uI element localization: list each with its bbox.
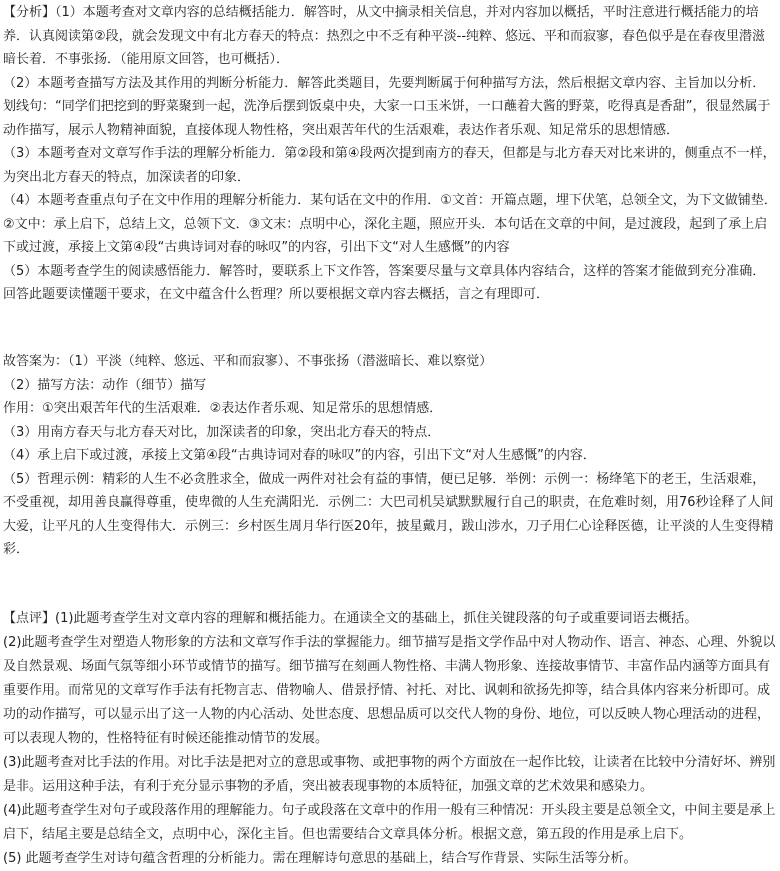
analysis-paragraph-4: （4）本题考查重点句子在文中作用的理解分析能力．某句话在文中的作用．①文首：开篇点题，埋下伏笔，总领全文，为下文做铺垫．②文中：承上启下，总结上文，总领下文．③文末：点明中心，深化主题，照应开头．本句话在文章的中间，是过渡段，起到了承上启下或过渡，承接上文第④段“古典诗词对春的咏叹”的内容，引出下文“对人生感慨”的内容 (3, 193, 777, 255)
answer-paragraph-2: （2）描写方法：动作（细节）描写 (3, 377, 207, 393)
answer-paragraph-1: 故答案为：（1）平淡（纯粹、悠远、平和而寂寥）、不事张扬（潜滋暗长、难以察觉） (3, 354, 493, 369)
comment-section (3, 607, 777, 871)
analysis-paragraph-2: （2）本题考查描写方法及其作用的判断分析能力．解答此类题目，先要判断属于何种描写方法，然后根据文章内容、主旨加以分析．划线句：“同学们把挖到的野菜聚到一起，洗净后摆到饭桌中央，大家一口玉米饼，一口蘸着大酱的野菜，吃得真是香甜”，很显然属于动作描写，展示人物精神面貌，直接体现人物性格，突出艰苦年代的生活艰难，表达作者乐观、知足常乐的思想情感． (3, 75, 771, 138)
answer-paragraph-3: 作用：①突出艰苦年代的生活艰难．②表达作者乐观、知足常乐的思想情感． (3, 401, 443, 416)
answer-paragraph-6: （5）哲理示例：精彩的人生不必贪胜求全，做成一两件对社会有益的事情，便已足够．举例：示例一：杨绛笔下的老王，生活艰难，不受重视，却用善良赢得尊重，使卑微的人生充满阳光．示例二：大巴司机吴斌默默履行自己的职责，在危难时刻，用76秒诠释了人间大爱，让平凡的人生变得伟大．示例三：乡村医生周月华行医20年，披星戴月，跋山涉水，刀子用仁心诠释医德，让平淡的人生变得精彩． (3, 471, 774, 557)
comment-paragraph-5: (5) 此题考查学生对诗句蕴含哲理的分析能力。需在理解诗句意思的基础上，结合写作背景、实际生活等分析。 (3, 851, 637, 866)
analysis-section (3, 1, 777, 307)
answer-paragraph-4: （3）用南方春天与北方春天对比，加深读者的印象，突出北方春天的特点． (3, 424, 441, 440)
analysis-paragraph-5: （5）本题考查学生的阅读感悟能力．解答时，要联系上下文作答，答案要尽量与文章具体内容结合，这样的答案才能做到充分准确．回答此题要读懂题干要求，在文中蕴含什么哲理？所以要根据文章内容去概括，言之有理即可． (3, 263, 766, 302)
comment-paragraph-3: (3)此题考查对比手法的作用。对比手法是把对立的意思或事物、或把事物的两个方面放在一起作比较，让读者在比较中分清好坏、辨别是非。运用这种手法，有利于充分显示事物的矛盾，突出被表现事物的本质特征，加强文章的艺术效果和感染力。 (3, 755, 776, 794)
comment-paragraph-1: 【点评】(1)此题考查学生对文章内容的理解和概括能力。在通读全文的基础上，抓住关键段落的句子或重要词语去概括。 (3, 611, 698, 626)
comment-paragraph-2: (2)此题考查学生对塑造人物形象的方法和文章写作手法的掌握能力。细节描写是指文学作品中对人物动作、语言、神态、心理、外貌以及自然景观、场面气氛等细小环节或情节的描写。细节描写在刻画人物性格、丰满人物形象、连接故事情节、丰富作品内涵等方面具有重要作用。而常见的文章写作手法有托物言志、借物喻人、借景抒情、衬托、对比、讽刺和欲扬先抑等，结合具体内容来分析即可。成功的动作描写，可以显示出了这一人物的内心活动、处世态度、思想品质可以交代人物的身份、地位，可以反映人物心理活动的进程，可以表现人物的，性格特征有时候还能推动情节的发展。 (3, 635, 776, 746)
answer-section (3, 350, 777, 562)
comment-paragraph-4: (4)此题考查学生对句子或段落作用的理解能力。句子或段落在文章中的作用一般有三种情况：开头段主要是总领全文，中间主要是承上启下，结尾主要是总结全文，点明中心，深化主旨。但也需要结合文章具体分析。根据文意，第五段的作用是承上启下。 (3, 803, 776, 842)
analysis-paragraph-1: 【分析】（1）本题考查对文章内容的总结概括能力．解答时，从文中摘录相关信息，并对内容加以概括，平时注意进行概括能力的培养．认真阅读第②段，就会发现文中有北方春天的特点：热烈之中不乏有种平淡--纯粹、悠远、平和而寂寥，春色似乎是在春夜里潜滋暗长着．不事张扬．（能用原文回答，也可概括）． (3, 5, 766, 67)
answer-paragraph-5: （4）承上启下或过渡，承接上文第④段“古典诗词对春的咏叹”的内容，引出下文“对人生感慨”的内容． (3, 448, 596, 463)
analysis-paragraph-3: （3）本题考查对文章写作手法的理解分析能力．第②段和第④段两次提到南方的春天，但都是与北方春天对比来讲的，侧重点不一样，为突出北方春天的特点，加深读者的印象． (3, 146, 776, 185)
